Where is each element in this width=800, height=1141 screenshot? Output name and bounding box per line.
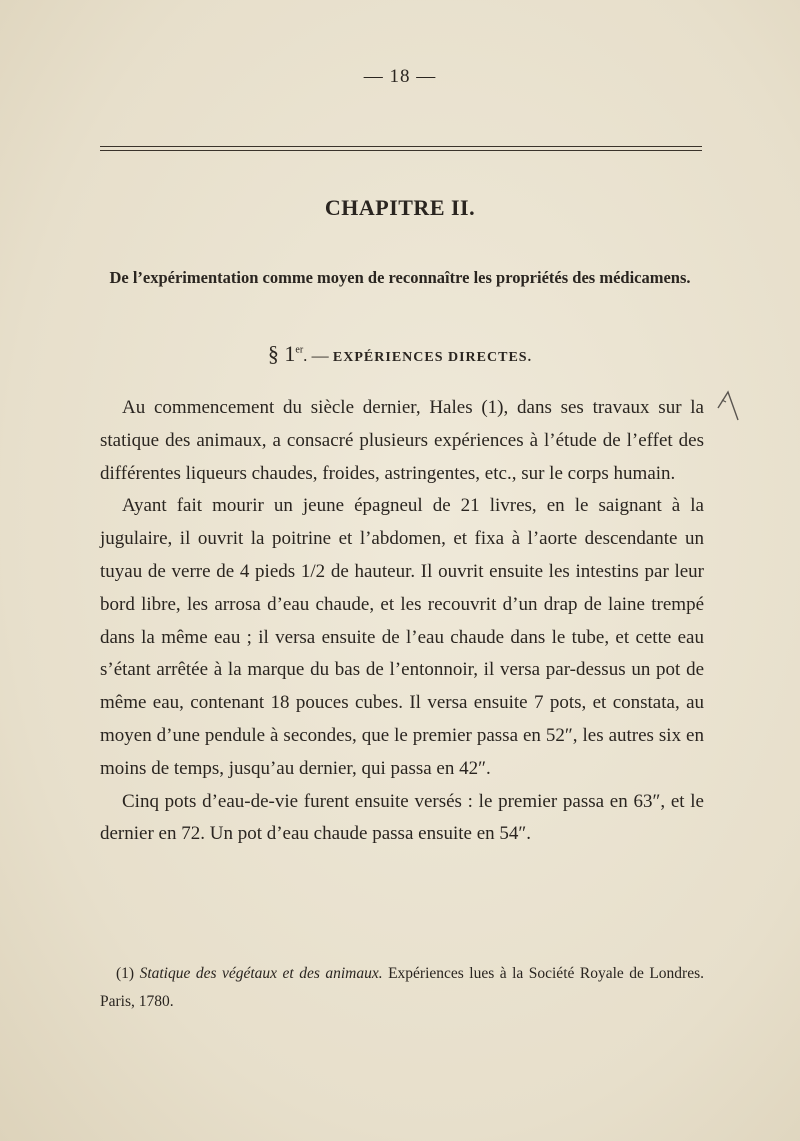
chapter-subtitle: De l’expérimentation comme moyen de reconnaître les propriétés des médicamens. [109, 268, 691, 287]
body-text [100, 392, 704, 851]
footnote-marker: (1) [116, 965, 140, 982]
paragraph: Au commencement du siècle dernier, Hales (1), dans ses travaux sur la statique des animaux, a consacré plusieurs expériences à l’étude de l’effet des différentes liqueurs chaudes, froides, astringentes, etc., sur le corps humain. [100, 397, 704, 484]
section-number: § 1er [267, 341, 304, 366]
footnote-text: Expériences lues à la Société Royale de Londres. Paris, 1780. [100, 965, 705, 1010]
section-heading [0, 341, 800, 367]
pencil-mark-icon [716, 388, 740, 424]
paragraph: Ayant fait mourir un jeune épagneul de 21 livres, en le saignant à la jugulaire, il ouvrit la poitrine et l’abdomen, et fixa à l’aorte descendante un tuyau de verre de 4 pieds 1/2 de hauteur. Il ouvrit ensuite les intestins par leur bord libre, les arrosa d’eau chaude, et les recouvrit d’un drap de laine trempé dans la même eau ; il versa ensuite de l’eau chaude dans le tube, et cette eau s’étant arrêtée à la marque du bas de l’entonnoir, il versa par-dessus un pot de même eau, contenant 18 pouces cubes. Il versa ensuite 7 pots, et constata, au moyen d’une pendule à secondes, que le premier passa en 52″, les autres six en moins de temps, jusqu’au dernier, qui passa en 42″. [100, 495, 704, 779]
header-rule-thin [100, 150, 702, 151]
chapter-title: CHAPITRE II. [324, 195, 476, 220]
section-number-sup: er [295, 344, 304, 356]
page-number: — 18 — [363, 66, 437, 87]
header-rule [100, 146, 702, 147]
section-title: EXPÉRIENCES DIRECTES. [332, 350, 533, 365]
footnote [100, 960, 704, 1016]
section-separator: . — [303, 346, 333, 365]
footnote-title: Statique des végétaux et des animaux. [139, 965, 383, 982]
paragraph: Cinq pots d’eau-de-vie furent ensuite versés : le premier passa en 63″, et le dernier en 72. Un pot d’eau chaude passa ensuite en 54″. [100, 790, 704, 845]
